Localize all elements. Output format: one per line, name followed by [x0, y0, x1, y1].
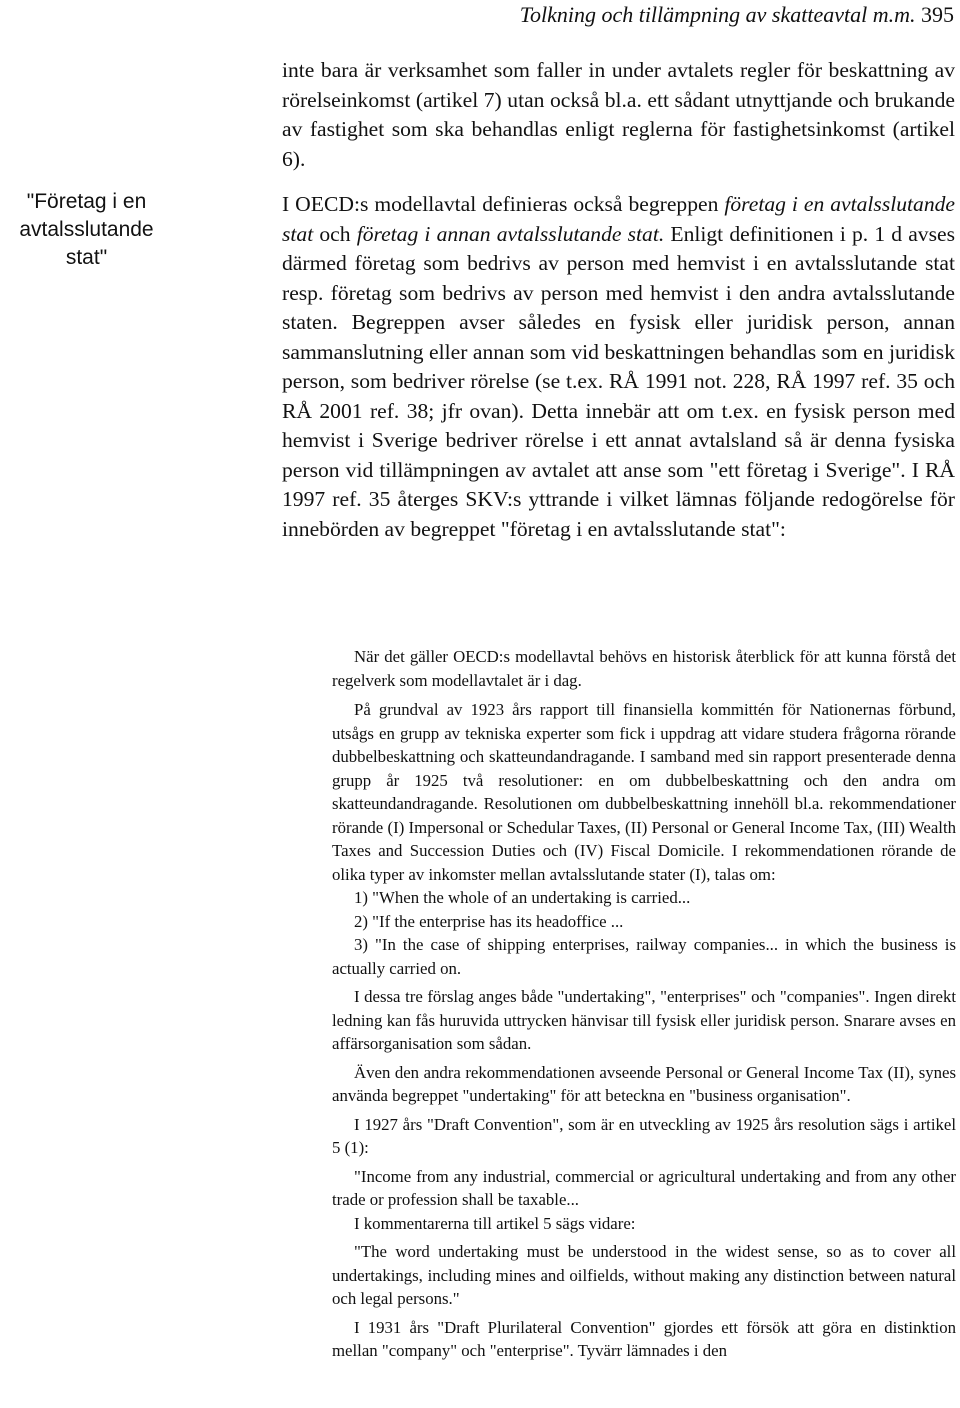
quote-paragraph: När det gäller OECD:s modellavtal behövs en historisk återblick för att kunna förstå det regelverk som modellavtalet är i dag. [332, 647, 956, 690]
text-run: Enligt definitionen i p. 1 d avses därmed företag som bedrivs av person med hemvist i en avtalsslutande stat resp. företag som bedrivs av person med hemvist i den andra avtalsslutande staten. Begreppen avser således en fysisk eller juridisk person, annan sammanslutning eller annan som vid beskattningen behandlas som en juridisk person, som bedriver rörelse (se t.ex. RÅ 1991 not. 228, RÅ 1997 ref. 35 och RÅ 2001 ref. 38; jfr ovan). Detta innebär att om t.ex. en fysisk person med hemvist i Sverige bedriver rörelse i ett annat avtalsland så är denna fysiska person vid tillämpningen av avtalet att anse som "ett företag i Sverige". I RÅ 1997 ref. 35 återges SKV:s yttrande i vilket lämnas följande redogörelse för innebörden av begreppet "företag i en avtalsslutande stat": [282, 221, 955, 541]
quote-list-item: 1) "When the whole of an undertaking is carried... [354, 888, 691, 907]
margin-heading-line: avtalsslutande [19, 218, 154, 241]
margin-heading [4, 188, 169, 272]
margin-heading-line: stat" [65, 246, 108, 269]
main-text [282, 56, 955, 544]
quote-paragraph: I 1927 års "Draft Convention", som är en utveckling av 1925 års resolution sägs i artikel 5 (1): [332, 1114, 956, 1157]
block-quote [332, 645, 956, 1363]
quote-paragraph: I 1931 års "Draft Plurilateral Convention" gjordes ett försök att göra en distinktion mellan "company" och "enterprise". Tyvärr lämnades i den [332, 1317, 956, 1360]
quote-list-item: 2) "If the enterprise has its headoffice ... [354, 911, 624, 931]
running-header [280, 0, 954, 30]
quote-paragraph: Även den andra rekommendationen avseende Personal or General Income Tax (II), synes använda begreppet "undertaking" för att beteckna en "business organisation". [332, 1062, 956, 1105]
text-run: och [313, 221, 357, 246]
quote-paragraph: På grundval av 1923 års rapport till finansiella kommittén för Nationernas förbund, utsågs en grupp av tekniska experter som fick i uppdrag att vidare studera frågorna rörande dubbelbeskattning och skatteundandragande. I samband med sin rapport presenterade denna grupp år 1925 två resolutioner: en om dubbelbeskattning och den andra om skatteundandragande. Resolutionen om dubbelbeskattning innehöll bl.a. rekommendationer rörande (I) Impersonal or Schedular Taxes, (II) Personal or General Income Tax, (III) Wealth Taxes and Succession Duties och (IV) Fiscal Domicile. I rekommendationen rörande de olika typer av inkomster mellan avtalsslutande stater (I), talas om: [332, 700, 956, 884]
text-run: I OECD:s modellavtal definieras också begreppen [282, 192, 725, 216]
body-paragraph [282, 190, 955, 544]
body-paragraph: inte bara är verksamhet som faller in under avtalets regler för beskattning av rörelseinkomst (artikel 7) utan också bl.a. ett sådant utnyttjande och brukande av fastighet som ska behandlas enligt reglerna för fastighetsinkomst (artikel 6). [282, 58, 955, 171]
defined-term: företag i en avtalsslutande stat [282, 192, 955, 246]
margin-heading-line: "Företag i en [26, 190, 147, 213]
quote-list-item: 3) "In the case of shipping enterprises, railway companies... in which the business is actually carried on. [332, 935, 956, 978]
page-number: 395 [921, 2, 954, 27]
running-title: Tolkning och tillämpning av skatteavtal m.m. [519, 2, 916, 27]
defined-term: företag i annan avtalsslutande stat. [356, 221, 665, 246]
quote-paragraph: I dessa tre förslag anges både "undertaking", "enterprises" och "companies". Ingen direkt ledning kan fås huruvida uttrycken hänvisar till fysisk eller juridisk person. Snarare avses en affärsorganisation som sådan. [332, 987, 956, 1053]
quote-citation: "Income from any industrial, commercial or agricultural undertaking and from any other trade or profession shall be taxable... [332, 1166, 956, 1209]
quote-paragraph: I kommentarerna till artikel 5 sägs vidare: [354, 1213, 636, 1233]
quote-citation: "The word undertaking must be understood in the widest sense, so as to cover all undertakings, including mines and oilfields, without making any distinction between natural och legal persons." [332, 1242, 956, 1308]
